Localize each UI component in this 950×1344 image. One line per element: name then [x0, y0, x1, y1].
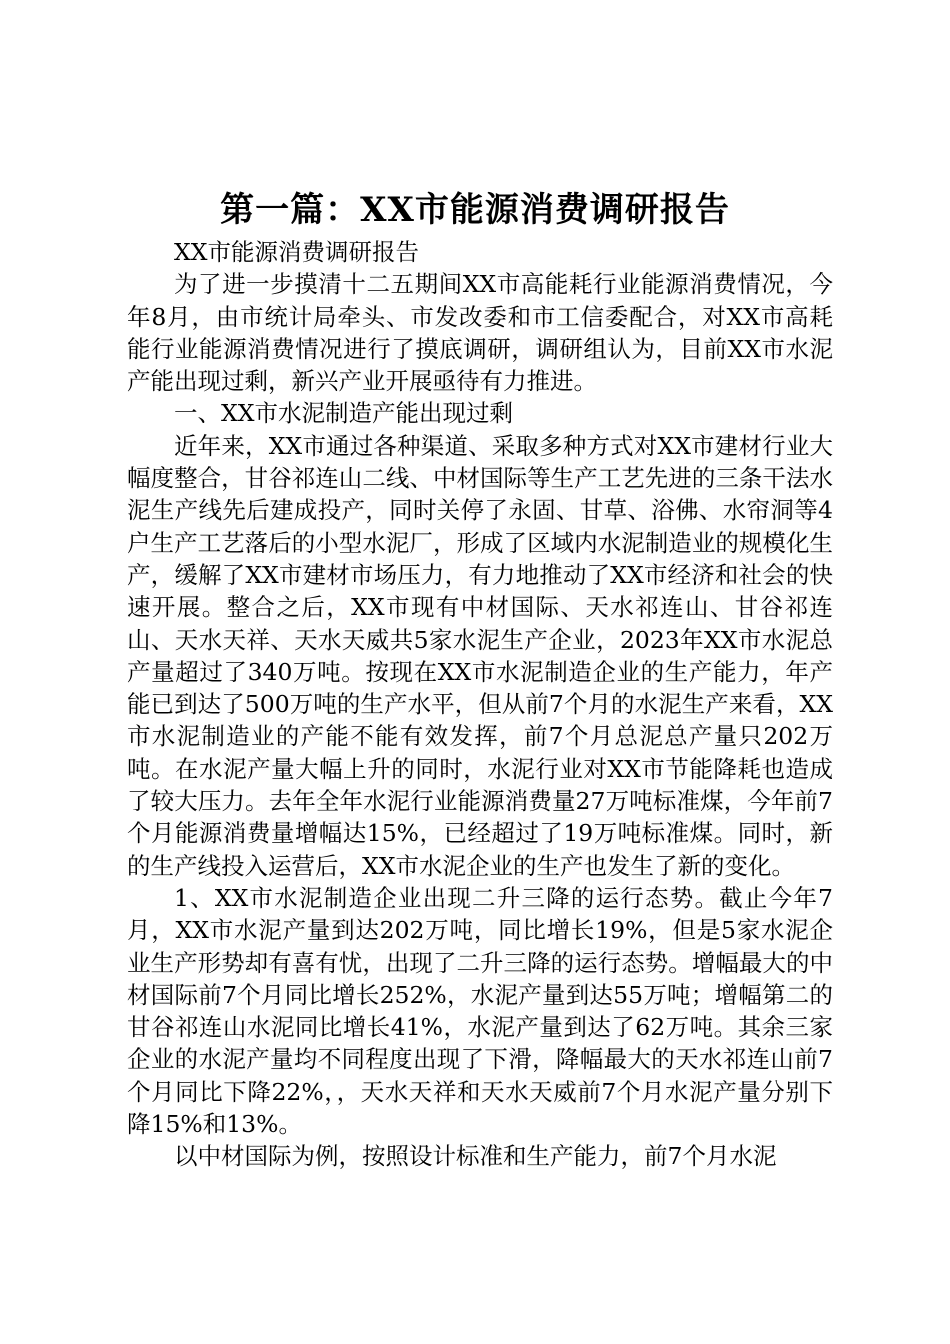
document-body — [127, 236, 833, 1173]
body-paragraph: 近年来，XX市通过各种渠道、采取多种方式对XX市建材行业大幅度整合，甘谷祁连山二线、中材国际等生产工艺先进的三条干法水泥生产线先后建成投产，同时关停了永固、甘草、浴佛、水帘洞等4户生产工艺落后的小型水泥厂，形成了区域内水泥制造业的规模化生产，缓解了XX市建材市场压力，有力地推动了XX市经济和社会的快速开展。整合之后，XX市现有中材国际、天水祁连山、甘谷祁连山、天水天祥、天水天威共5家水泥生产企业，2023年XX市水泥总产量超过了340万吨。按现在XX市水泥制造企业的生产能力，年产能已到达了500万吨的生产水平，但从前7个月的水泥生产来看，XX市水泥制造业的产能不能有效发挥，前7个月总泥总产量只202万吨。在水泥产量大幅上升的同时，水泥行业对XX市节能降耗也造成了较大压力。去年全年水泥行业能源消费量27万吨标准煤，今年前7个月能源消费量增幅达15%，已经超过了19万吨标准煤。同时，新的生产线投入运营后，XX市水泥企业的生产也发生了新的变化。 — [127, 431, 833, 880]
document-title: 第一篇：XX市能源消费调研报告 — [220, 190, 730, 230]
body-paragraph: 1、XX市水泥制造企业出现二升三降的运行态势。截止今年7月，XX市水泥产量到达202万吨，同比增长19%，但是5家水泥企业生产形势却有喜有忧，出现了二升三降的运行态势。增幅最大的中材国际前7个月同比增长252%，水泥产量到达55万吨；增幅第二的甘谷祁连山水泥同比增长41%，水泥产量到达了62万吨。其余三家企业的水泥产量均不同程度出现了下滑，降幅最大的天水祁连山前7个月同比下降22%，，天水天祥和天水天威前7个月水泥产量分别下降15%和13%。 — [127, 883, 833, 1139]
section-heading: 一、XX市水泥制造产能出现过剩 — [174, 399, 513, 428]
intro-paragraph: 为了进一步摸清十二五期间XX市高能耗行业能源消费情况，今年8月，由市统计局牵头、市发改委和市工信委配合，对XX市高耗能行业能源消费情况进行了摸底调研，调研组认为，目前XX市水泥产能出现过剩，新兴产业开展亟待有力推进。 — [127, 270, 833, 396]
subtitle-paragraph: XX市能源消费调研报告 — [174, 238, 419, 266]
body-paragraph: 以中材国际为例，按照设计标准和生产能力，前7个月水泥 — [174, 1142, 777, 1171]
